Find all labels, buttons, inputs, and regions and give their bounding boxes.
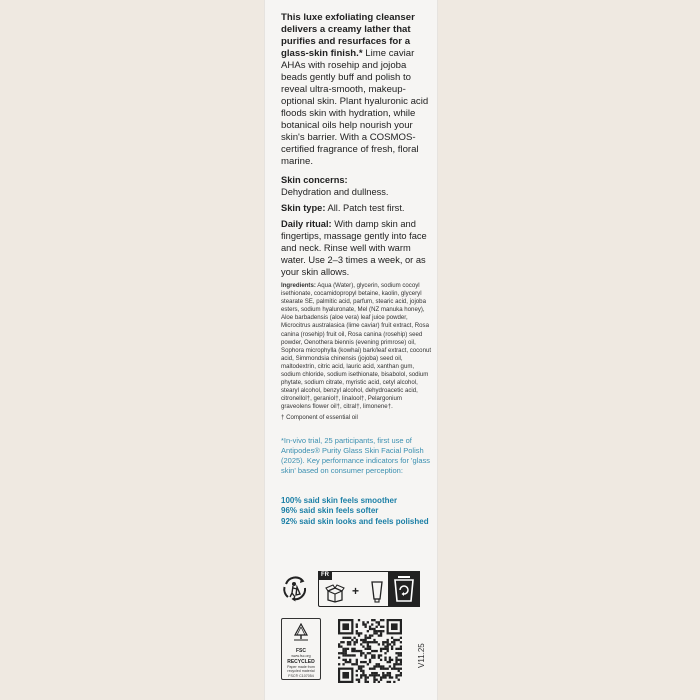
fsc-url: www.fsc.org bbox=[291, 654, 311, 658]
skin-type-label: Skin type: bbox=[281, 203, 326, 213]
trial-note: *In-vivo trial, 25 participants, first use of Antipodes® Purity Glass Skin Facial Polish (2025). Key performance indicators for 'glass skin' based on consumer perception: bbox=[281, 435, 431, 475]
qr-code[interactable] bbox=[338, 619, 402, 683]
daily-ritual-value: With damp skin and fingertips, massage gently into face and neck. Rinse well with warm water. Use 2–3 times a week, or as your skin allows. bbox=[281, 219, 427, 277]
triman-sorting-info bbox=[318, 571, 420, 607]
skin-type-value: All. Patch test first. bbox=[325, 203, 405, 213]
label-text bbox=[281, 12, 433, 527]
daily-ritual bbox=[281, 218, 433, 278]
intro-body: Lime caviar AHAs with rosehip and jojoba beads gently buff and polish to reveal ultra-smooth, makeup-optional skin. Plant hyaluronic acid floods skin with hydration, while botanical oils help nourish your skin's barrier. With a COSMOS-certified fragrance of fresh, floral marine. bbox=[281, 48, 429, 167]
intro-paragraph bbox=[281, 12, 433, 168]
intro-headline: This luxe exfoliating cleanser delivers a creamy lather that purifies and resurfaces for a glass-skin finish.* bbox=[281, 12, 415, 59]
product-label-panel bbox=[264, 0, 438, 700]
fsc-status: RECYCLED bbox=[287, 658, 315, 665]
version-code: V11.25 bbox=[417, 643, 426, 668]
ingredients-label: Ingredients: bbox=[281, 282, 316, 289]
country-tab: FR bbox=[318, 571, 332, 580]
fsc-tree-icon bbox=[292, 623, 310, 643]
daily-ritual-label: Daily ritual: bbox=[281, 219, 332, 229]
ingredients-footnote: † Component of essential oil bbox=[281, 413, 358, 421]
plus-icon: + bbox=[352, 584, 360, 598]
claim-item: 96% said skin feels softer bbox=[281, 506, 379, 515]
fsc-code: FSC® C107054 bbox=[288, 673, 314, 678]
recycling-bin-icon bbox=[388, 571, 420, 607]
claim-item: 92% said skin looks and feels polished bbox=[281, 516, 429, 526]
box-icon bbox=[325, 583, 345, 603]
skin-concerns-label: Skin concerns: bbox=[281, 175, 348, 185]
ingredients bbox=[281, 282, 433, 412]
fsc-brand: FSC bbox=[296, 648, 306, 654]
tube-icon bbox=[369, 580, 385, 604]
skin-concerns-value: Dehydration and dullness. bbox=[281, 187, 389, 197]
claims-list bbox=[281, 496, 433, 528]
ingredients-list: Aqua (Water), glycerin, sodium cocoyl isethionate, cocamidopropyl betaine, kaolin, glyceryl stearate SE, palmitic acid, parfum, stearic acid, jojoba esters, sodium hyaluronate, Mel (NZ manuka honey), Aloe barbadensis (aloe vera) leaf juice powder, Microcitrus australasica (lime caviar) fruit extract, Rosa canina (rosehip) fruit oil, Rosa canina (rosehip) seed powder, Oenothera biennis (evening primrose) oil, Sophora microphylla (kowhai) bark/leaf extract, coconut acid, Simmondsia chinensis (jojoba) seed oil, maltodextrin, citric acid, lauric acid, xanthan gum, sodium chloride, sodium isethionate, bisabolol, sodium phytate, sodium citrate, myristic acid, cetyl alcohol, stearyl alcohol, benzyl alcohol, dehydroacetic acid, citronellol†, geraniol†, linalool†, Pelargonium graveolens flower oil†, citral†, limonene†. bbox=[281, 282, 432, 411]
skin-concerns bbox=[281, 174, 433, 198]
fsc-recycled-badge bbox=[281, 618, 321, 680]
claim-item: 100% said skin feels smoother bbox=[281, 495, 398, 505]
skin-type bbox=[281, 202, 433, 214]
tidyman-recycle-icon bbox=[281, 575, 309, 603]
fsc-description: Paper made from recycled material bbox=[287, 664, 315, 673]
